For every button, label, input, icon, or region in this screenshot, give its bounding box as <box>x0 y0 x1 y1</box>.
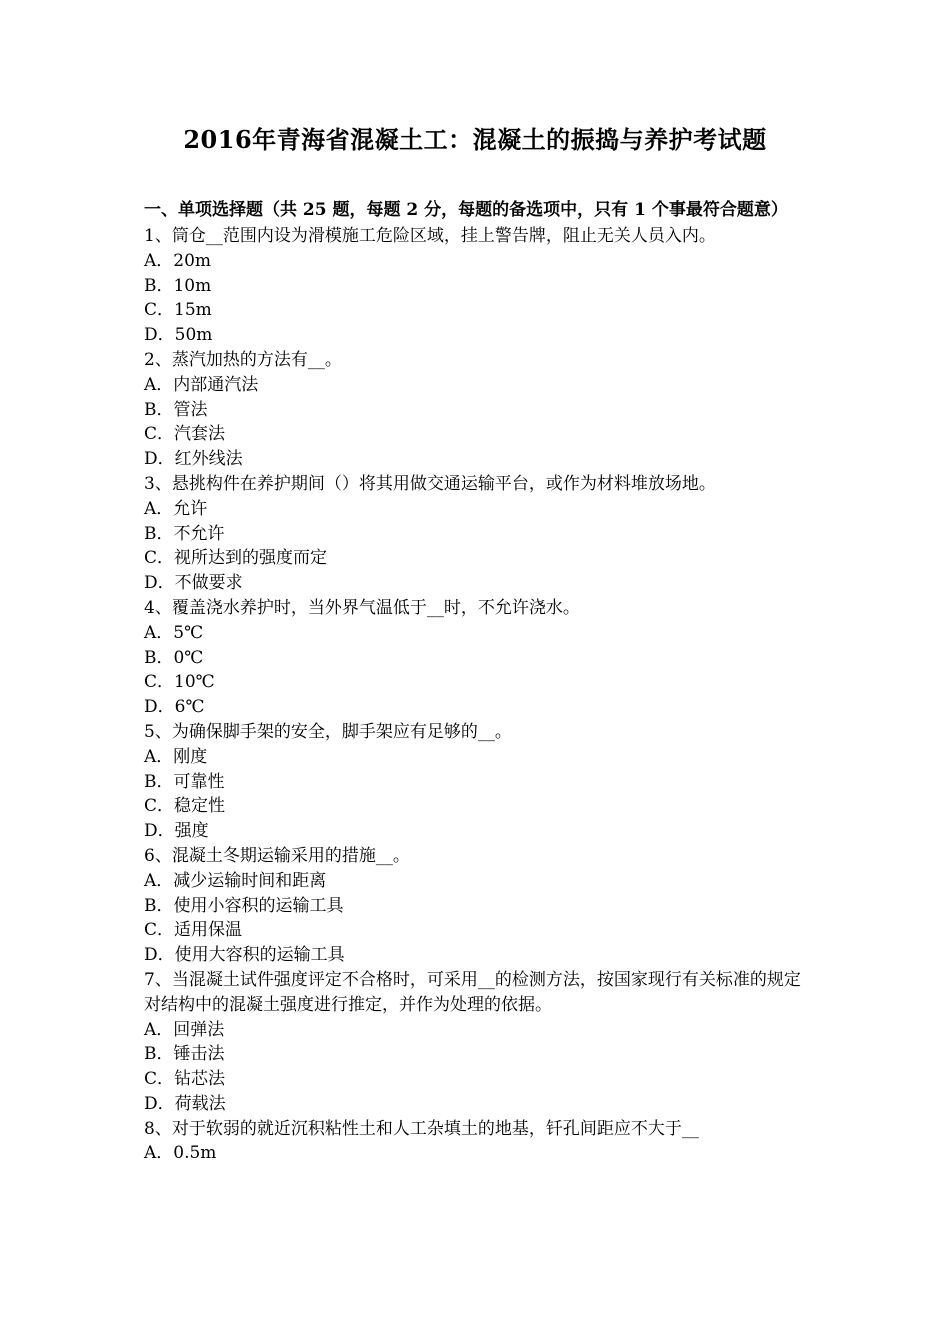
answer-option: A．0.5m <box>144 1143 217 1164</box>
document-body <box>144 198 808 1166</box>
question-text: 7、当混凝土试件强度评定不合格时，可采用__的检测方法，按国家现行有关标准的规定对结构中的混凝土强度进行推定，并作为处理的依据。 <box>144 969 801 1015</box>
answer-option: C．视所达到的强度而定 <box>144 548 328 569</box>
answer-option: A．回弹法 <box>144 1019 225 1040</box>
answer-option: B．10m <box>144 275 212 296</box>
answer-option: D．不做要求 <box>144 573 243 594</box>
question-text: 1、筒仓__范围内设为滑模施工危险区域，挂上警告牌，阻止无关人员入内。 <box>144 226 716 246</box>
question-text: 8、对于软弱的就近沉积粘性土和人工杂填土的地基，钎孔间距应不大于__ <box>144 1118 699 1139</box>
answer-option: B．0℃ <box>144 647 204 668</box>
answer-option: A．刚度 <box>144 746 208 767</box>
answer-option: C．钻芯法 <box>144 1069 226 1090</box>
answer-option: A．5℃ <box>144 622 204 643</box>
answer-option: D．荷载法 <box>144 1093 226 1114</box>
answer-option: C．15m <box>144 300 212 321</box>
answer-option: C．10℃ <box>144 672 215 693</box>
answer-option: D．强度 <box>144 821 209 842</box>
answer-option: D．红外线法 <box>144 449 243 470</box>
question-text: 6、混凝土冬期运输采用的措施__。 <box>144 845 410 866</box>
answer-option: A．允许 <box>144 498 208 519</box>
answer-option: B．不允许 <box>144 523 225 544</box>
answer-option: C．汽套法 <box>144 424 226 445</box>
section-heading: 一、单项选择题（共 25 题，每题 2 分，每题的备选项中，只有 1 个事最符合题意） <box>144 200 788 220</box>
answer-option: A．20m <box>144 250 212 271</box>
answer-option: C．适用保温 <box>144 920 243 941</box>
answer-option: B．可靠性 <box>144 771 225 792</box>
answer-option: B．管法 <box>144 399 208 420</box>
question-text: 5、为确保脚手架的安全，脚手架应有足够的__。 <box>144 721 512 742</box>
answer-option: B．锤击法 <box>144 1044 225 1065</box>
question-text: 2、蒸汽加热的方法有__。 <box>144 349 342 370</box>
answer-option: C．稳定性 <box>144 796 226 817</box>
answer-option: A．内部通汽法 <box>144 374 259 395</box>
answer-option: A．减少运输时间和距离 <box>144 870 327 891</box>
answer-option: D．6℃ <box>144 697 205 718</box>
answer-option: D．使用大容积的运输工具 <box>144 945 345 966</box>
question-text: 4、覆盖浇水养护时，当外界气温低于__时，不允许浇水。 <box>144 597 580 618</box>
question-text: 3、悬挑构件在养护期间（）将其用做交通运输平台，或作为材料堆放场地。 <box>144 473 716 494</box>
answer-option: B．使用小容积的运输工具 <box>144 895 344 916</box>
answer-option: D．50m <box>144 325 213 346</box>
question-list <box>144 224 808 1166</box>
document-title: 2016年青海省混凝土工：混凝土的振捣与养护考试题 <box>183 125 767 154</box>
